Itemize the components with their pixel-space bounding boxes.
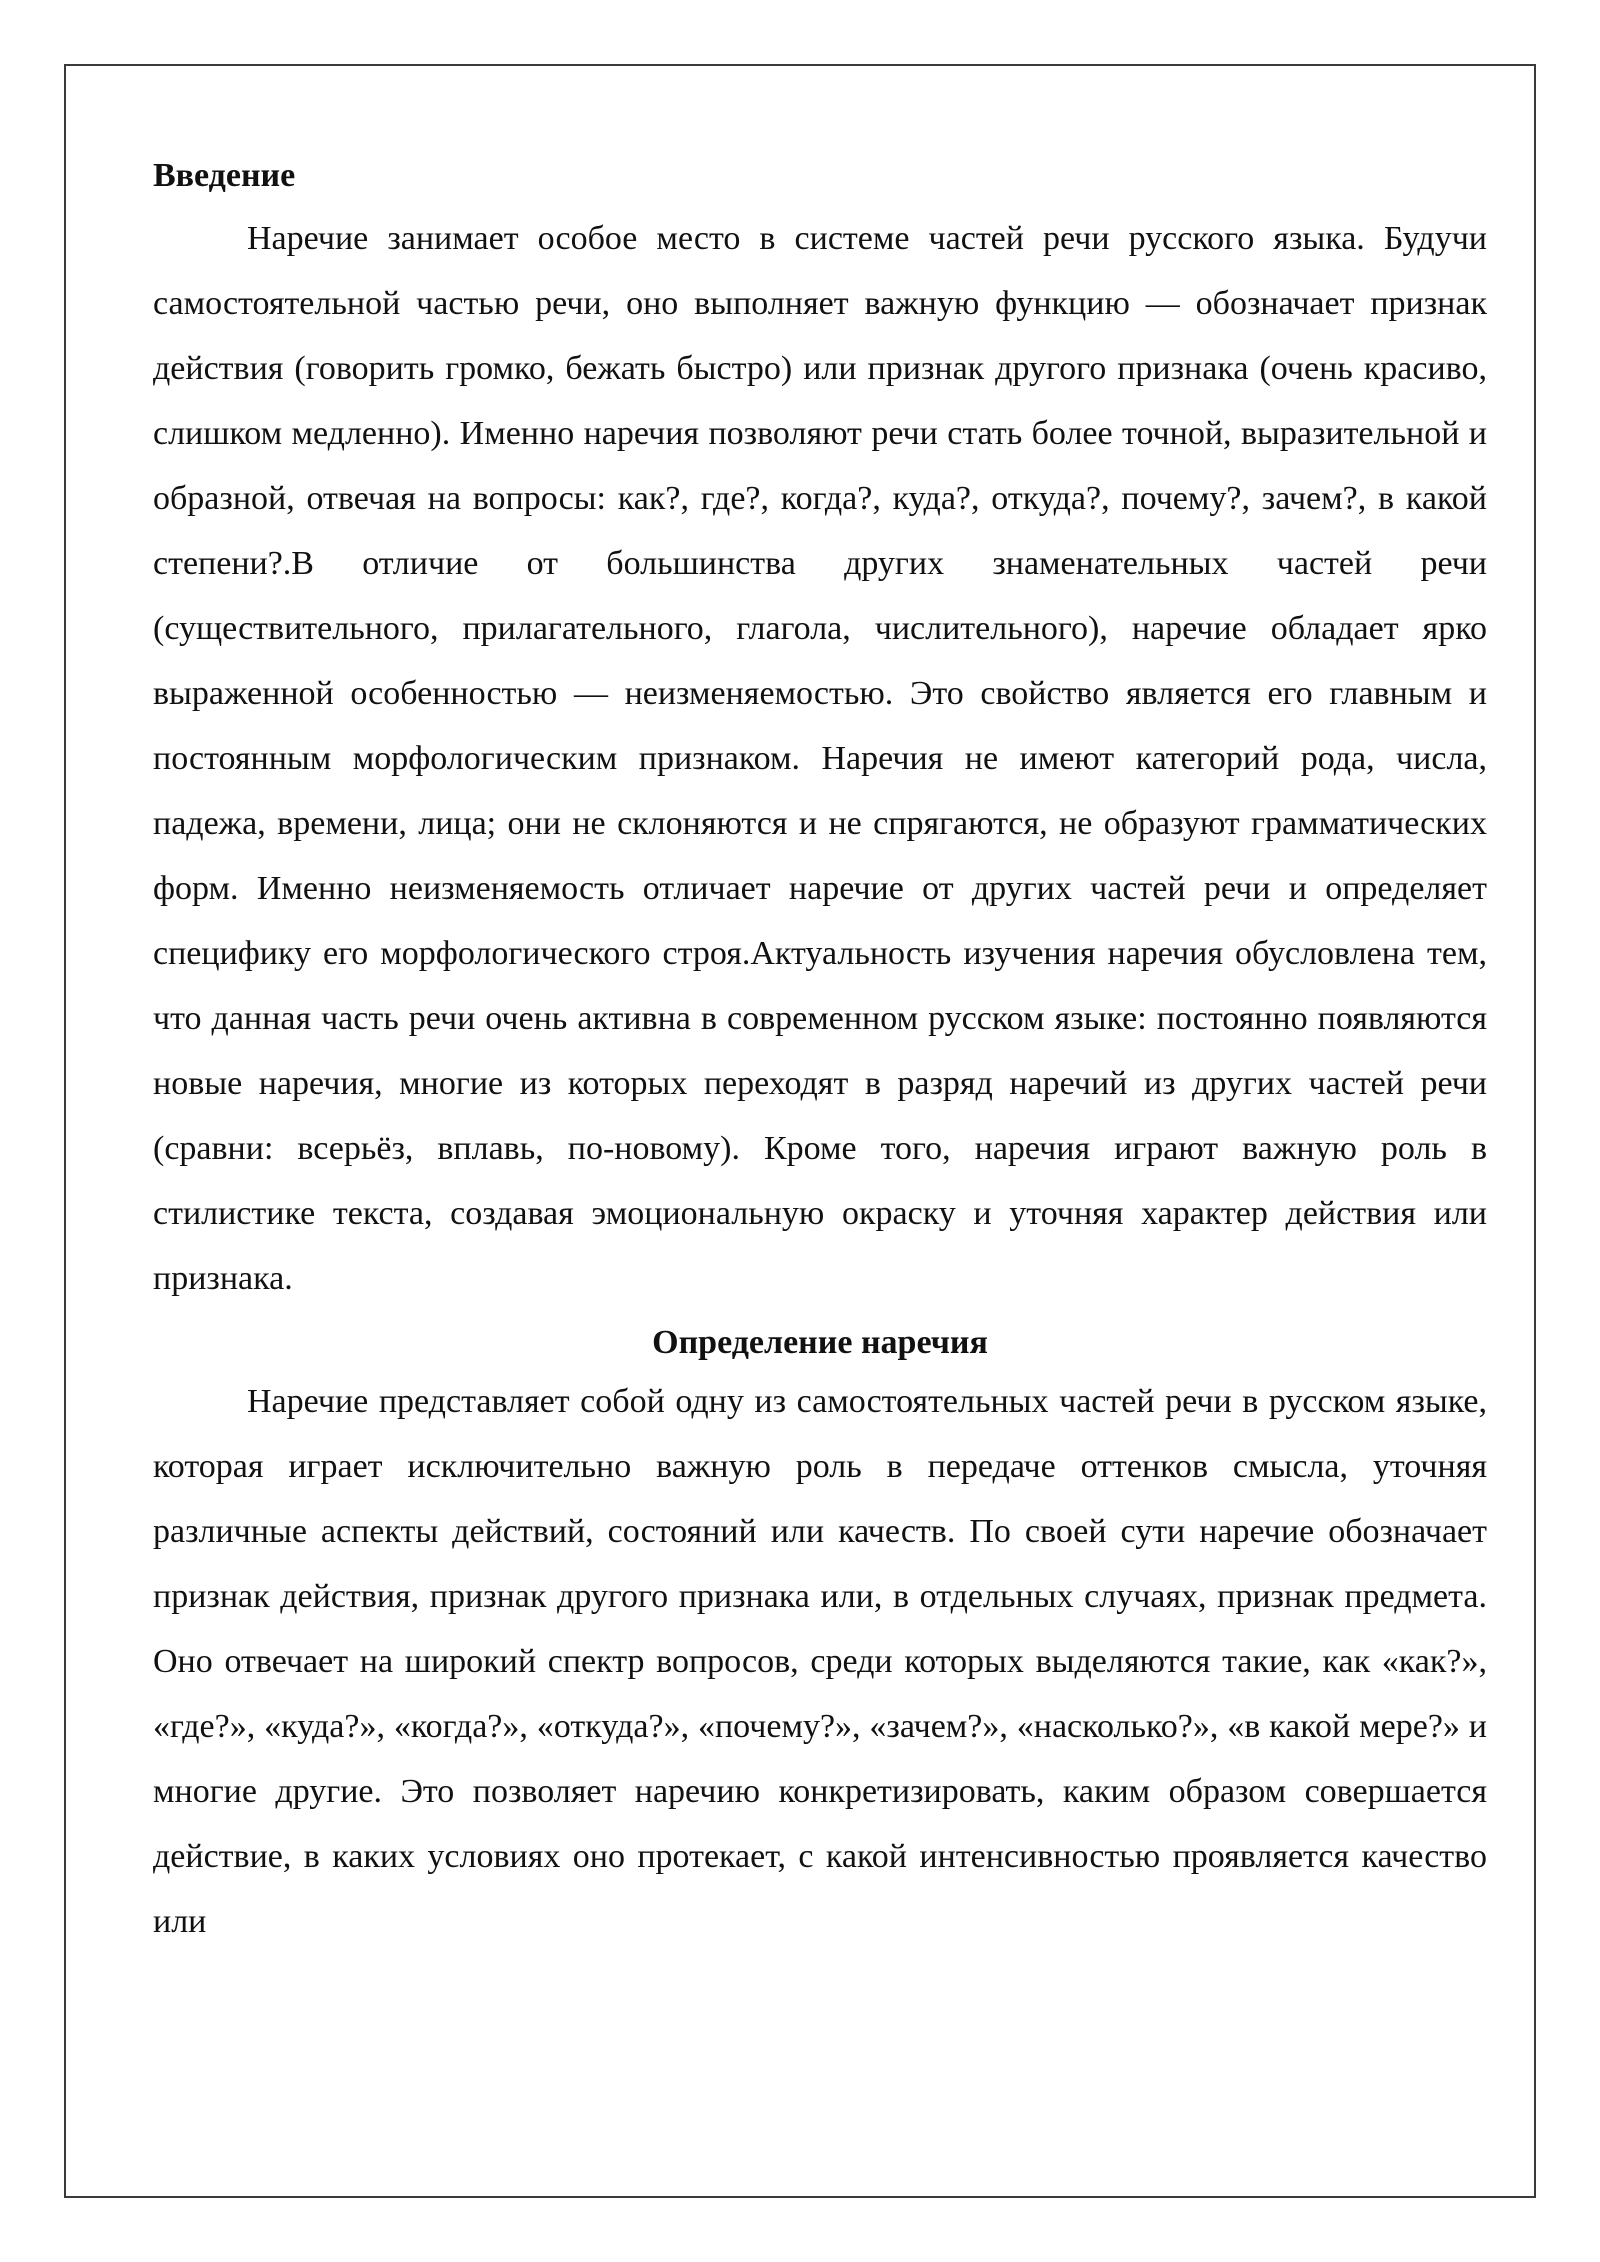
document-body — [153, 150, 1487, 1954]
paragraph-definition: Наречие представляет собой одну из самостоятельных частей речи в русском языке, которая играет исключительно важную роль в передаче оттенков смысла, уточняя различные аспекты действий, состояний или качеств. По своей сути наречие обозначает признак действия, признак другого признака или, в отдельных случаях, признак предмета. Оно отвечает на широкий спектр вопросов, среди которых выделяются такие, как «как?», «где?», «куда?», «когда?», «откуда?», «почему?», «зачем?», «насколько?», «в какой мере?» и многие другие. Это позволяет наречию конкретизировать, каким образом совершается действие, в каких условиях оно протекает, с какой интенсивностью проявляется качество или — [153, 1383, 1487, 1940]
heading-definition: Определение наречия — [652, 1324, 988, 1361]
heading-introduction: Введение — [153, 157, 296, 194]
paragraph-introduction: Наречие занимает особое место в системе частей речи русского языка. Будучи самостоятельной частью речи, оно выполняет важную функцию — обозначает признак действия (говорить громко, бежать быстро) или признак другого признака (очень красиво, слишком медленно). Именно наречия позволяют речи стать более точной, выразительной и образной, отвечая на вопросы: как?, где?, когда?, куда?, откуда?, почему?, зачем?, в какой степени?.В отличие от большинства других знаменательных частей речи (существительного, прилагательного, глагола, числительного), наречие обладает ярко выраженной особенностью — неизменяемостью. Это свойство является его главным и постоянным морфологическим признаком. Наречия не имеют категорий рода, числа, падежа, времени, лица; они не склоняются и не спрягаются, не образуют грамматических форм. Именно неизменяемость отличает наречие от других частей речи и определяет специфику его морфологического строя.Актуальность изучения наречия обусловлена тем, что данная часть речи очень активна в современном русском языке: постоянно появляются новые наречия, многие из которых переходят в разряд наречий из других частей речи (сравни: всерьёз, вплавь, по-новому). Кроме того, наречия играют важную роль в стилистике текста, создавая эмоциональную окраску и уточняя характер действия или признака. — [153, 220, 1487, 1297]
